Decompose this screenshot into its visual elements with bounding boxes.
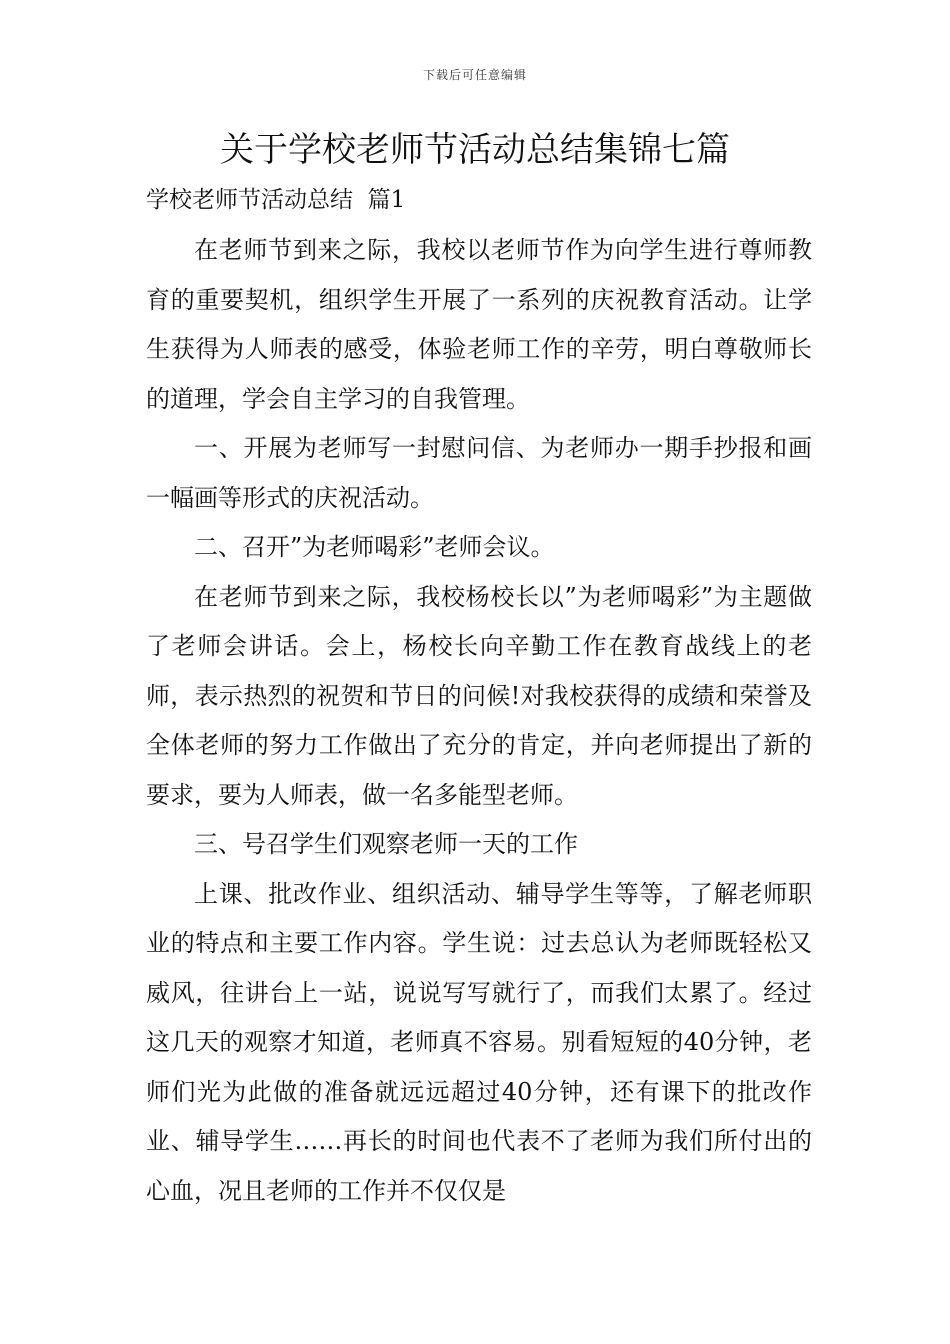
paragraph: 三、号召学生们观察老师一天的工作 bbox=[194, 830, 578, 858]
paragraph: 二、召开”为老师喝彩”老师会议。 bbox=[194, 533, 555, 561]
document-body bbox=[146, 226, 812, 1216]
header-note: 下载后可任意编辑 bbox=[422, 68, 527, 82]
paragraph: 上课、批改作业、组织活动、辅导学生等等，了解老师职业的特点和主要工作内容。学生说：过去总认为老师既轻松又威风，往讲台上一站，说说写写就行了，而我们太累了。经过这几天的观察才知道，老师真不容易。别看短短的40分钟，老师们光为此做的准备就远远超过40分钟，还有课下的批改作业、辅导学生……再长的时间也代表不了老师为我们所付出的心血，况且老师的工作并不仅仅是 bbox=[146, 879, 812, 1205]
paragraph: 在老师节到来之际，我校杨校长以”为老师喝彩”为主题做了老师会讲话。会上，杨校长向辛勤工作在教育战线上的老师，表示热烈的祝贺和节日的问候!对我校获得的成绩和荣誉及全体老师的努力工作做出了充分的肯定，并向老师提出了新的要求，要为人师表，做一名多能型老师。 bbox=[146, 582, 812, 809]
document-title: 关于学校老师节活动总结集锦七篇 bbox=[220, 130, 730, 170]
paragraph: 在老师节到来之际，我校以老师节作为向学生进行尊师教育的重要契机，组织学生开展了一系列的庆祝教育活动。让学生获得为人师表的感受，体验老师工作的辛劳，明白尊敬师长的道理，学会自主学习的自我管理。 bbox=[146, 236, 812, 413]
section-heading: 学校老师节活动总结 篇1 bbox=[146, 187, 406, 213]
paragraph: 一、开展为老师写一封慰问信、为老师办一期手抄报和画一幅画等形式的庆祝活动。 bbox=[146, 434, 812, 512]
